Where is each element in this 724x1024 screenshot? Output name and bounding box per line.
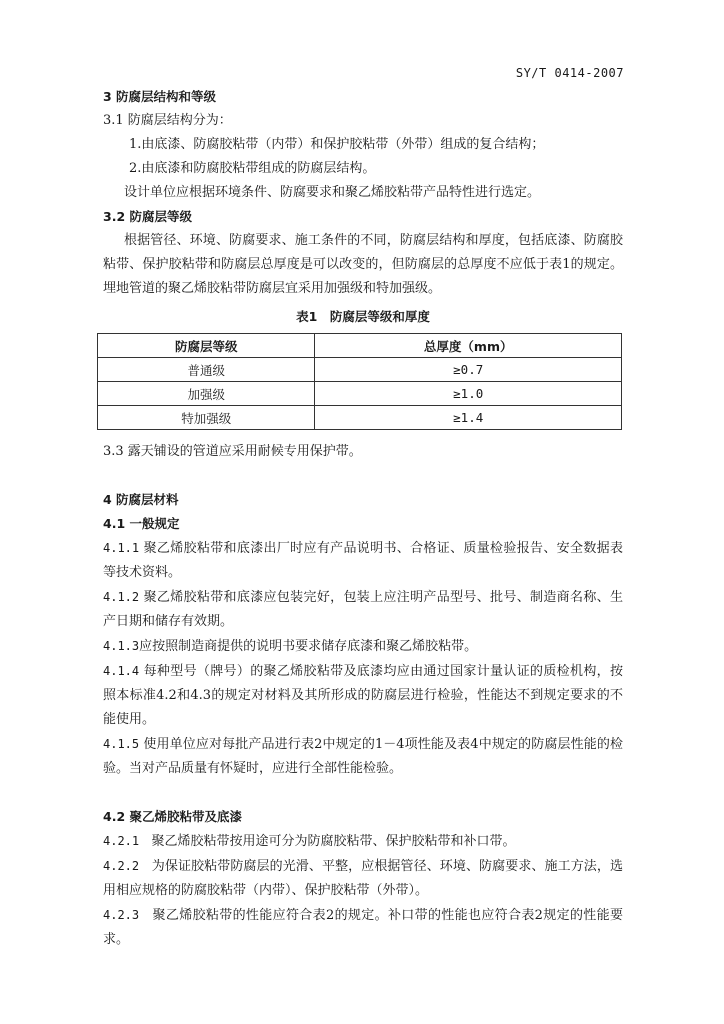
clause-3-2-body: 根据管径、环境、防腐要求、施工条件的不同，防腐层结构和厚度，包括底漆、防腐胶粘带、保护胶粘带和防腐层总厚度是可以改变的，但防腐层的总厚度不应低于表1的规定。埋地管道的聚乙烯胶粘带防腐层宜采用加强级和特加强级。 (103, 233, 623, 296)
standard-code: SY/T 0414-2007 (515, 66, 624, 80)
clause-3-1-item-1: 1.由底漆、防腐胶粘带（内带）和保护胶粘带（外带）组成的复合结构； (129, 137, 545, 152)
section-3-heading: 3 防腐层结构和等级 (103, 89, 217, 104)
table-row (98, 406, 622, 430)
table-1 (97, 333, 622, 430)
table-row (98, 358, 622, 382)
table-header-grade: 防腐层等级 (98, 334, 315, 358)
clause-number: 4.2.3 (103, 908, 140, 922)
clause-4-2-3 (103, 903, 623, 952)
clause-number: 4.1.3 (103, 639, 140, 653)
table-header-thickness: 总厚度（mm） (315, 334, 622, 358)
table-cell-grade: 加强级 (98, 382, 315, 406)
clause-text: 为保证胶粘带防腐层的光滑、平整，应根据管径、环境、防腐要求、施工方法，选用相应规格的防腐胶粘带（内带）、保护胶粘带（外带）。 (103, 859, 623, 898)
page-content (103, 85, 623, 952)
table-cell-grade: 普通级 (98, 358, 315, 382)
clause-3-1-note: 设计单位应根据环境条件、防腐要求和聚乙烯胶粘带产品特性进行选定。 (124, 185, 541, 200)
table-1-caption: 表1 防腐层等级和厚度 (296, 309, 430, 324)
table-row (98, 382, 622, 406)
clause-4-1-4 (103, 659, 623, 732)
clause-number: 4.1.5 (103, 737, 140, 751)
clause-number: 4.1.2 (103, 590, 140, 604)
clause-3-3: 3.3 露天铺设的管道应采用耐候专用保护带。 (103, 444, 362, 459)
table-cell-thickness: ≥1.0 (315, 382, 622, 406)
table-cell-thickness: ≥1.4 (315, 406, 622, 430)
clause-4-2-heading: 4.2 聚乙烯胶粘带及底漆 (103, 809, 242, 824)
section-4-heading: 4 防腐层材料 (103, 492, 179, 507)
clause-number: 4.2.2 (103, 859, 140, 873)
clause-4-2-1 (103, 829, 623, 854)
clause-text: 使用单位应对每批产品进行表2中规定的1－4项性能及表4中规定的防腐层性能的检验。当对产品质量有怀疑时，应进行全部性能检验。 (103, 737, 623, 776)
clause-text: 聚乙烯胶粘带按用途可分为防腐胶粘带、保护胶粘带和补口带。 (151, 834, 516, 849)
clause-text: 聚乙烯胶粘带和底漆出厂时应有产品说明书、合格证、质量检验报告、安全数据表等技术资料。 (103, 541, 623, 580)
clause-text: 每种型号（牌号）的聚乙烯胶粘带及底漆均应由通过国家计量认证的质检机构，按照本标准4.2和4.3的规定对材料及其所形成的防腐层进行检验，性能达不到规定要求的不能使用。 (103, 664, 623, 727)
clause-text: 应按照制造商提供的说明书要求储存底漆和聚乙烯胶粘带。 (139, 639, 478, 654)
clause-3-1: 3.1 防腐层结构分为： (103, 113, 232, 128)
clause-4-2-2 (103, 854, 623, 903)
clause-3-1-item-2: 2.由底漆和防腐胶粘带组成的防腐层结构。 (129, 161, 376, 176)
clause-4-1-3 (103, 634, 623, 659)
clause-text: 聚乙烯胶粘带的性能应符合表2的规定。补口带的性能也应符合表2规定的性能要求。 (103, 908, 623, 947)
clause-4-1-1 (103, 536, 623, 585)
clause-4-1-5 (103, 732, 623, 781)
clause-3-2-heading: 3.2 防腐层等级 (103, 209, 192, 224)
table-header-row (98, 334, 622, 358)
clause-text: 聚乙烯胶粘带和底漆应包装完好，包装上应注明产品型号、批号、制造商名称、生产日期和储存有效期。 (103, 590, 623, 629)
table-cell-grade: 特加强级 (98, 406, 315, 430)
clause-4-1-2 (103, 585, 623, 634)
clause-4-1-heading: 4.1 一般规定 (103, 516, 180, 531)
clause-number: 4.2.1 (103, 834, 140, 848)
clause-number: 4.1.4 (103, 664, 140, 678)
clause-number: 4.1.1 (103, 541, 140, 555)
table-cell-thickness: ≥0.7 (315, 358, 622, 382)
